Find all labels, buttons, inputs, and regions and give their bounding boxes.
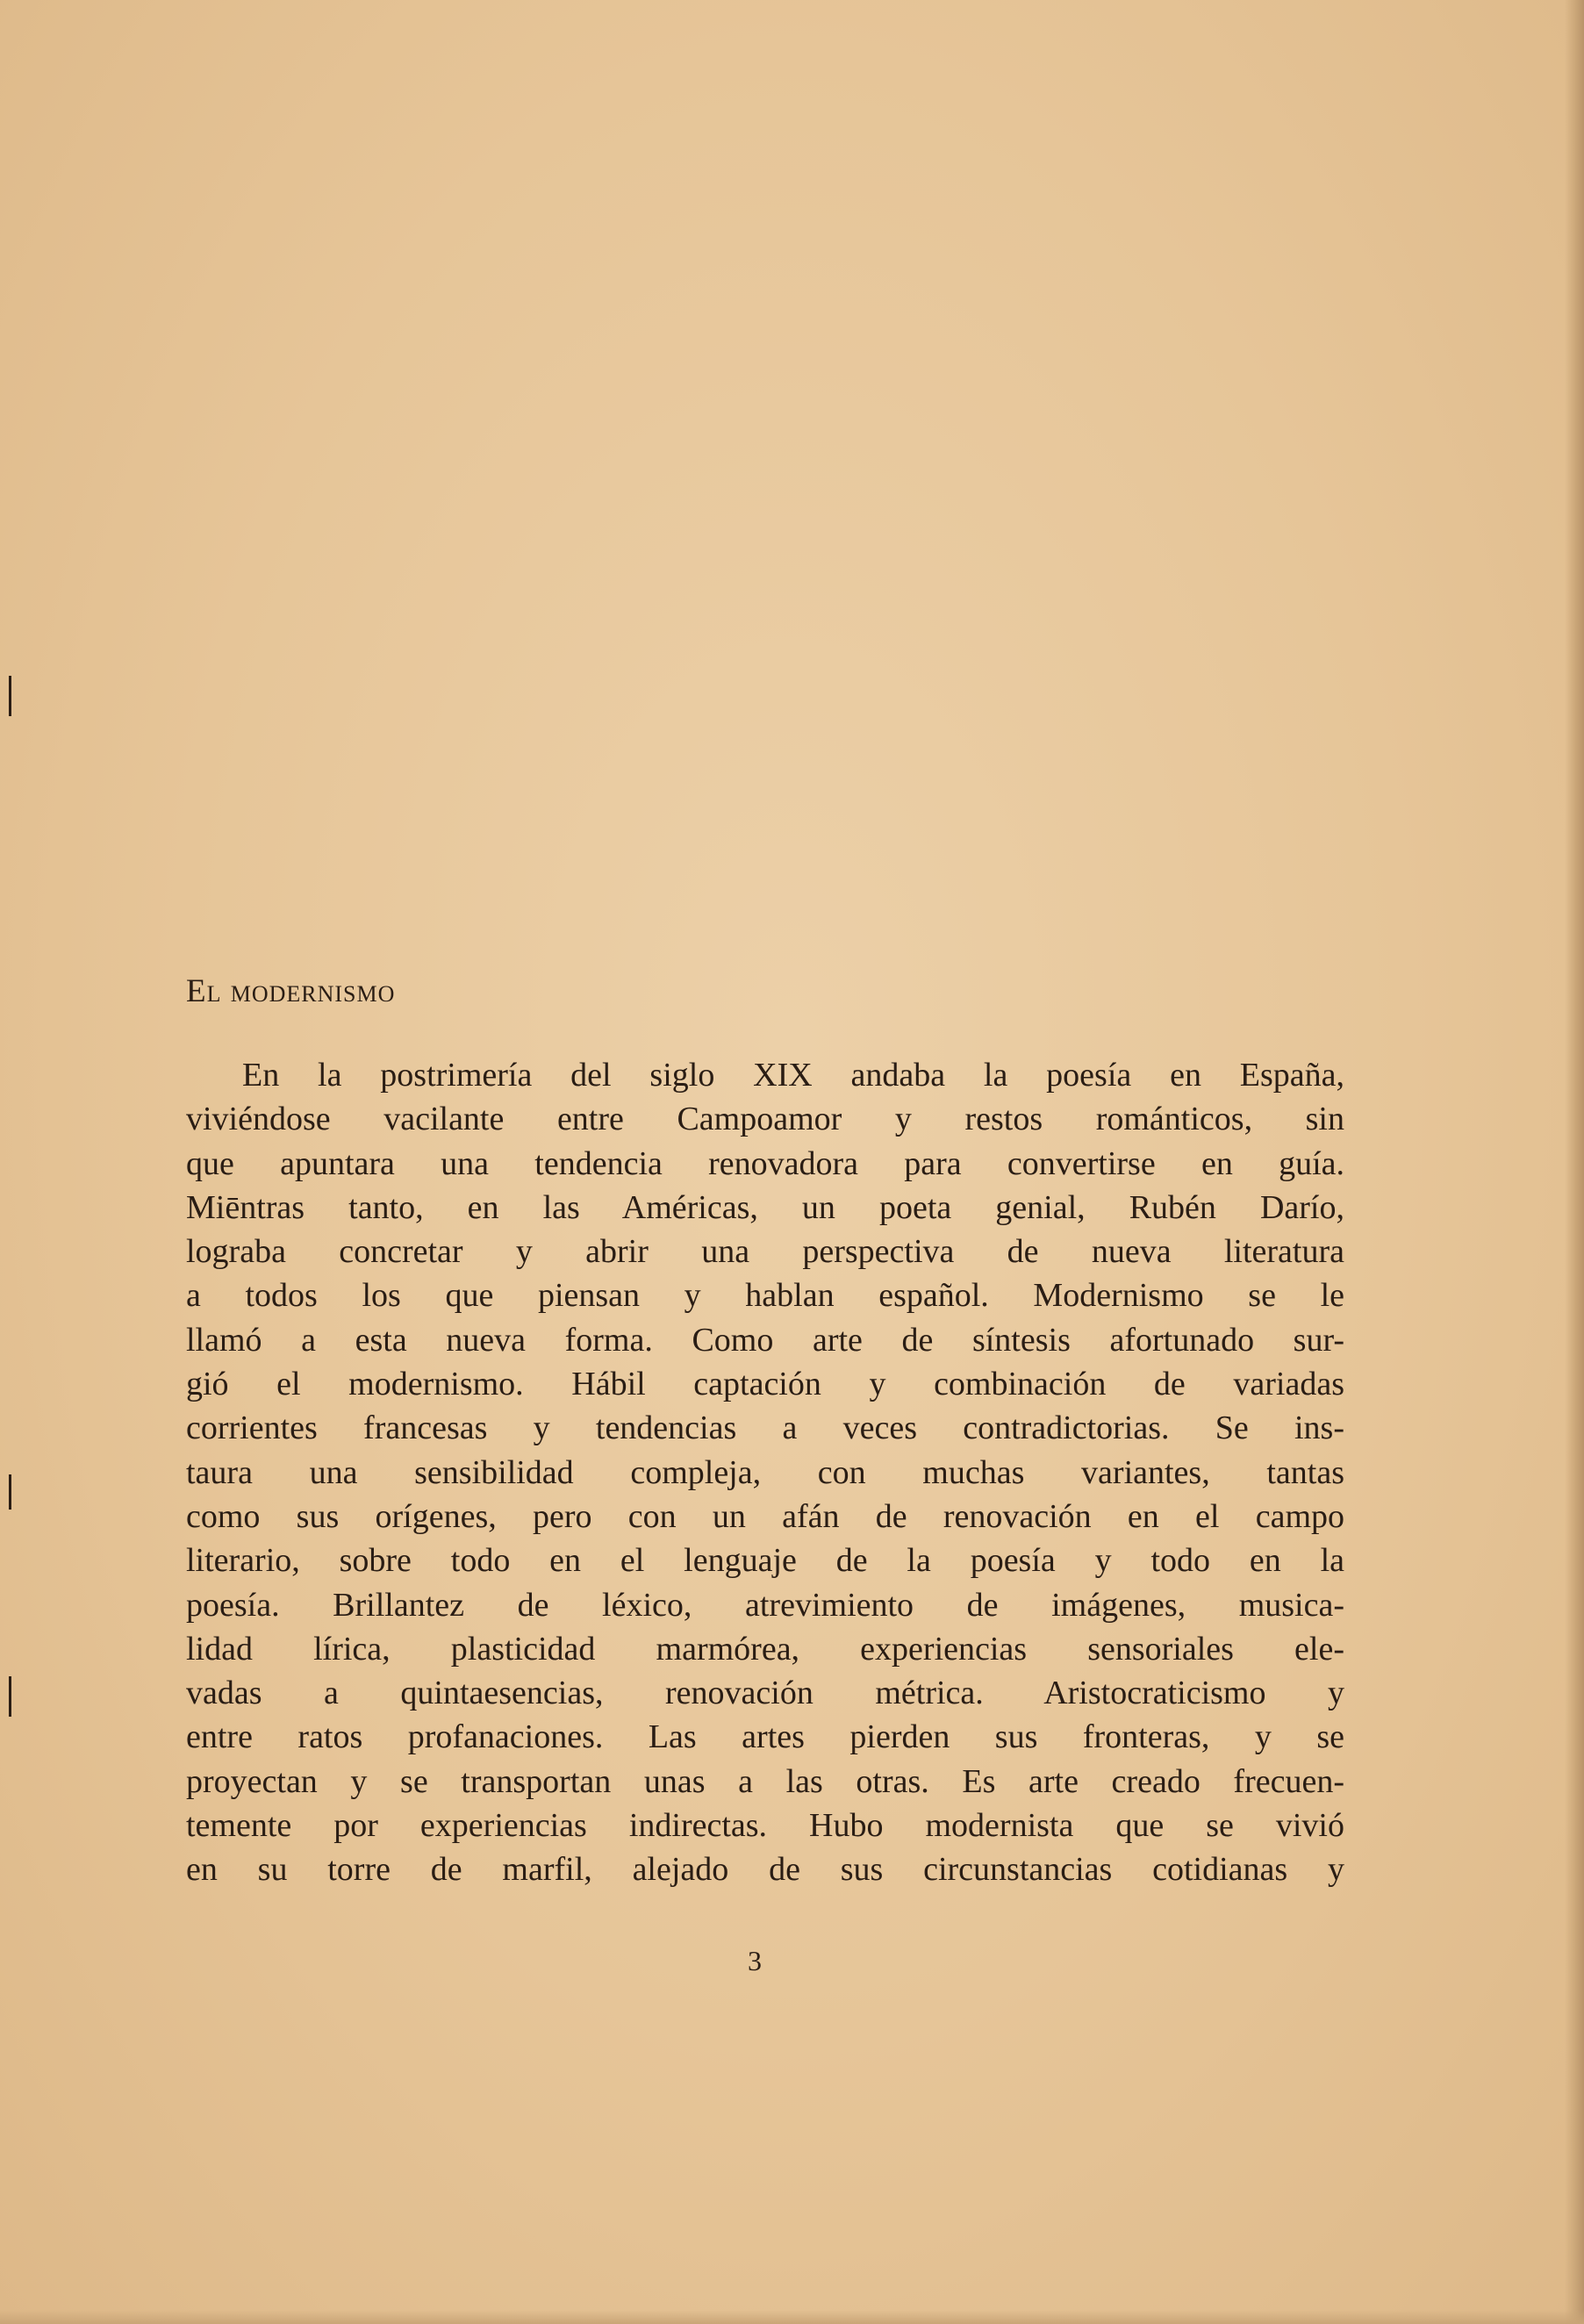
page-edge-right	[1565, 0, 1584, 2324]
paragraph-line: llamó a esta nueva forma. Como arte de síntesis afortunado sur-	[186, 1321, 1344, 1359]
paragraph-line: corrientes francesas y tendencias a veces contradictorias. Se ins-	[186, 1409, 1344, 1447]
paragraph-line: a todos los que piensan y hablan español. Modernismo se le	[186, 1277, 1344, 1315]
page-edge-bottom	[0, 2310, 1584, 2324]
paragraph-line: que apuntara una tendencia renovadora para convertirse en guía.	[186, 1144, 1344, 1182]
margin-mark	[9, 676, 11, 716]
paragraph-line: literario, sobre todo en el lenguaje de la poesía y todo en la	[186, 1542, 1344, 1580]
margin-mark	[9, 1474, 11, 1510]
paragraph-line: En la postrimería del siglo XIX andaba la poesía en España,	[242, 1057, 1344, 1094]
paragraph-line: lidad lírica, plasticidad marmórea, experiencias sensoriales ele-	[186, 1630, 1344, 1668]
body-paragraph	[186, 1053, 1344, 1892]
paragraph-line: como sus orígenes, pero con un afán de renovación en el campo	[186, 1497, 1344, 1535]
paragraph-line: taura una sensibilidad compleja, con muchas variantes, tantas	[186, 1453, 1344, 1491]
paragraph-line: Miēntras tanto, en las Américas, un poeta genial, Rubén Darío,	[186, 1188, 1344, 1226]
paragraph-line: viviéndose vacilante entre Campoamor y restos románticos, sin	[186, 1101, 1344, 1138]
paragraph-line: poesía. Brillantez de léxico, atrevimiento de imágenes, musica-	[186, 1586, 1344, 1624]
paragraph-line: lograba concretar y abrir una perspectiva de nueva literatura	[186, 1233, 1344, 1271]
paragraph-line: en su torre de marfil, alejado de sus circunstancias cotidianas y	[186, 1851, 1344, 1889]
paragraph-line: entre ratos profanaciones. Las artes pierden sus fronteras, y se	[186, 1718, 1344, 1756]
page-number: 3	[748, 1945, 762, 1976]
section-heading: El modernismo	[186, 973, 396, 1009]
paragraph-line: gió el modernismo. Hábil captación y combinación de variadas	[186, 1366, 1344, 1403]
margin-mark	[9, 1676, 11, 1717]
paragraph-line: proyectan y se transportan unas a las otras. Es arte creado frecuen-	[186, 1762, 1344, 1800]
paragraph-line: vadas a quintaesencias, renovación métrica. Aristocraticismo y	[186, 1675, 1344, 1712]
paragraph-line: temente por experiencias indirectas. Hubo modernista que se vivió	[186, 1807, 1344, 1845]
